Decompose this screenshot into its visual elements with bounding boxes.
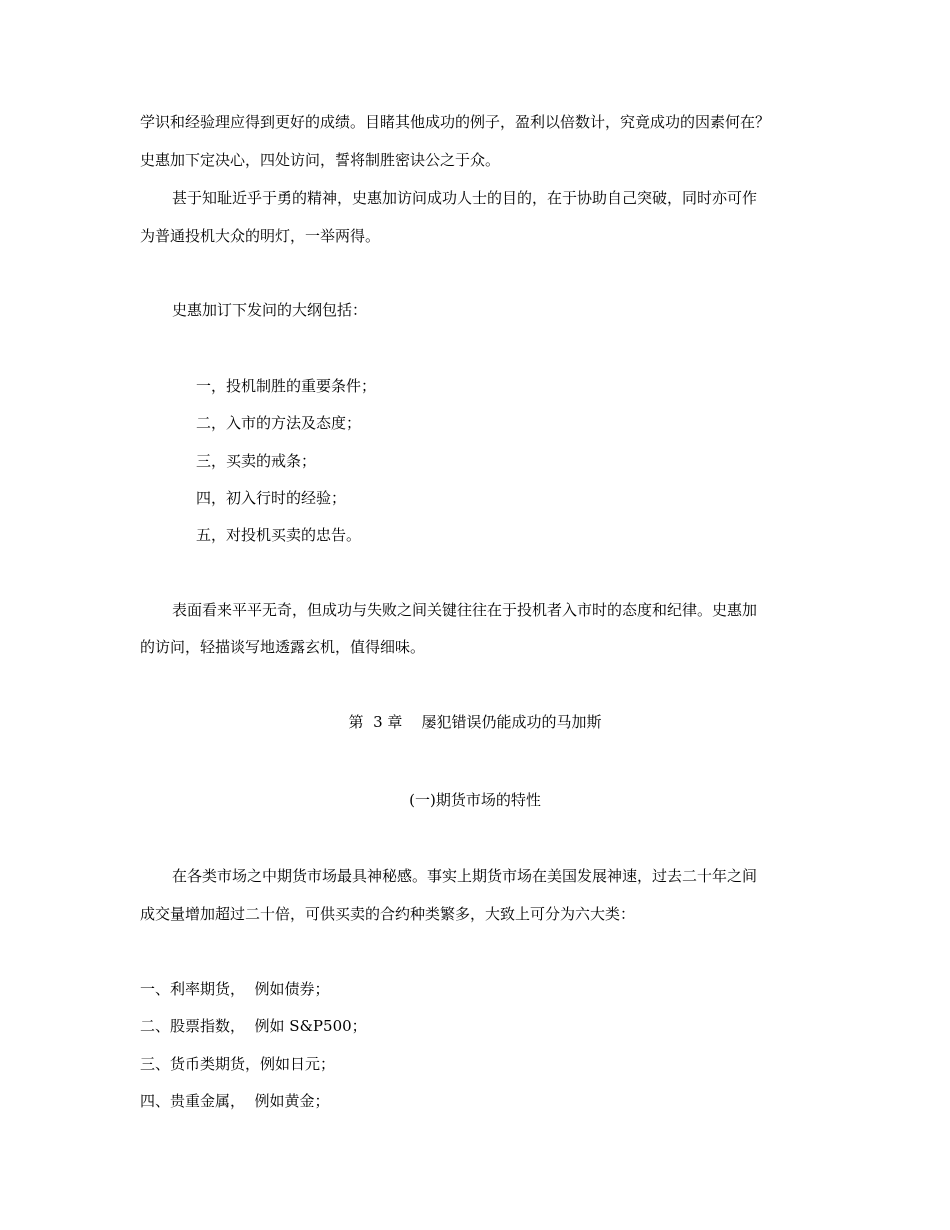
futures-category-item: 二、股票指数， 例如 S&P500； [140,1017,367,1035]
paragraph-line: 为普通投机大众的明灯，一举两得。 [140,227,381,245]
chapter-heading: 第 3 章 屡犯错误仍能成功的马加斯 [348,713,602,731]
paragraph-line: 学识和经验理应得到更好的成绩。目睹其他成功的例子，盈利以倍数计，究竟成功的因素何在？ [140,113,771,131]
paragraph-line: 成交量增加超过二十倍，可供买卖的合约种类繁多，大致上可分为六大类： [140,905,636,923]
futures-category-item: 四、贵重金属， 例如黄金； [140,1092,330,1110]
futures-category-item: 三、货币类期货，例如日元； [140,1055,336,1073]
outline-item: 三，买卖的戒条； [196,452,317,470]
outline-item: 一，投机制胜的重要条件； [196,377,377,395]
outline-item: 四，初入行时的经验； [196,489,347,507]
paragraph-line: 甚于知耻近乎于勇的精神，史惠加访问成功人士的目的，在于协助自己突破，同时亦可作 [172,189,758,207]
section-heading: (一)期货市场的特性 [409,791,541,809]
paragraph-line: 史惠加下定决心，四处访问，誓将制胜密诀公之于众。 [140,151,501,169]
outline-item: 二，入市的方法及态度； [196,414,362,432]
futures-category-item: 一、利率期货， 例如债券； [140,980,330,998]
paragraph-line: 的访问，轻描谈写地透露玄机，值得细味。 [140,638,426,656]
paragraph-line: 表面看来平平无奇，但成功与失败之间关键往往在于投机者入市时的态度和纪律。史惠加 [172,601,758,619]
paragraph-line: 在各类市场之中期货市场最具神秘感。事实上期货市场在美国发展神速，过去二十年之间 [172,867,758,885]
outline-item: 五，对投机买卖的忠告。 [196,526,362,544]
outline-intro: 史惠加订下发问的大纲包括： [172,301,368,319]
